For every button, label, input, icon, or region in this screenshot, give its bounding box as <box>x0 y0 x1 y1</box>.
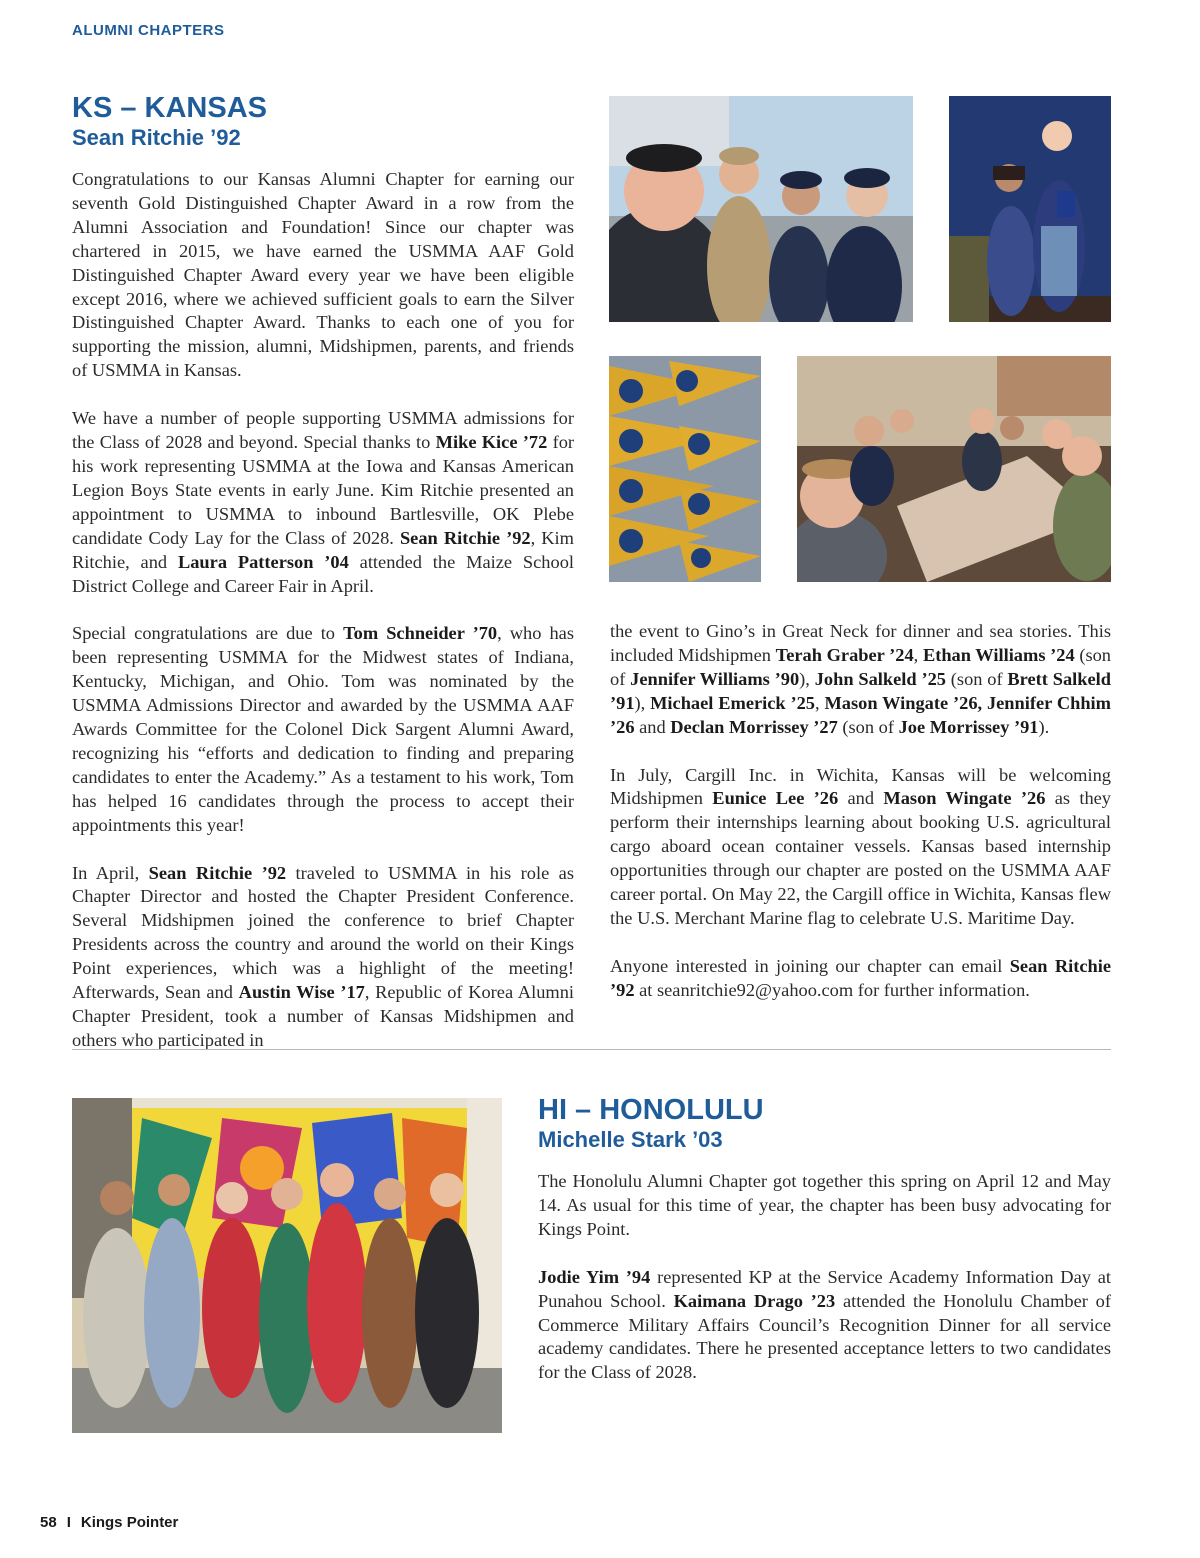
kansas-right-column <box>610 620 1111 1027</box>
kansas-paragraph-3: Special congratulations are due to Tom Schneider ’70, who has been representing USMMA for the Midwest states of Indiana, Kentucky, Michigan, and Ohio. Tom was nominated by the USMMA Admissions Director and awarded by the USMMA AAF Awards Committee for the Colonel Dick Sargent Alumni Award, recognizing his “efforts and dedication to finding and preparing candidates to enter the Academy.” As a testament to his work, Tom has helped 16 candidates through the process to accept their appointments this year! <box>72 623 574 835</box>
kansas-author: Sean Ritchie ’92 <box>72 125 241 150</box>
page-number: 58 <box>40 1514 57 1531</box>
kansas-paragraph-1: Congratulations to our Kansas Alumni Chapter for earning our seventh Gold Distinguished Chapter Award in a row from the Alumni Association and Foundation! Since our chapter was chartered in 2015, we have earned the USMMA AAF Gold Distinguished Chapter Award every year we have been eligible except 2016, where we achieved sufficient goals to earn the Silver Distinguished Chapter Award. Thanks to each one of you for supporting the mission, alumni, Midshipmen, parents, and friends of USMMA in Kansas. <box>72 169 574 381</box>
photo-restaurant-dinner <box>797 356 1111 582</box>
photo-pennants <box>609 356 761 582</box>
kansas-paragraph-6: In July, Cargill Inc. in Wichita, Kansas will be welcoming Midshipmen Eunice Lee ’26 and Mason Wingate ’26 as they perform their internships learning about booking U.S. agricultural cargo aboard ocean container vessels. Kansas based internship opportunities through our chapter are posted on the USMMA AAF career portal. On May 22, the Cargill office in Wichita, Kansas flew the U.S. Merchant Marine flag to celebrate U.S. Maritime Day. <box>610 764 1111 928</box>
honolulu-paragraph-1: The Honolulu Alumni Chapter got together this spring on April 12 and May 14. As usual for this time of year, the chapter has been busy advocating for Kings Point. <box>538 1171 1111 1239</box>
kansas-heading <box>72 92 267 152</box>
kansas-title: KS – KANSAS <box>72 92 267 124</box>
honolulu-title: HI – HONOLULU <box>538 1094 764 1126</box>
photo-award-stage <box>949 96 1111 322</box>
page-footer <box>40 1514 178 1531</box>
publication-name: Kings Pointer <box>80 1514 179 1531</box>
kansas-paragraph-5: the event to Gino’s in Great Neck for dinner and sea stories. This included Midshipmen Terah Graber ’24, Ethan Williams ’24 (son of Jennifer Williams ’90), John Salkeld ’25 (son of Brett Salkeld ’91), Michael Emerick ’25, Mason Wingate ’26, Jennifer Chhim ’26 and Declan Morrissey ’27 (son of Joe Morrissey ’91). <box>610 621 1111 737</box>
kansas-paragraph-7: Anyone interested in joining our chapter can email Sean Ritchie ’92 at seanritchie92@yahoo.com for further information. <box>610 955 1111 1000</box>
kansas-left-column <box>72 168 574 1053</box>
section-label: ALUMNI CHAPTERS <box>72 22 225 39</box>
section-divider <box>72 1049 1111 1050</box>
footer-separator: I <box>66 1514 71 1531</box>
kansas-paragraph-4: In April, Sean Ritchie ’92 traveled to USMMA in his role as Chapter Director and hosted the Chapter President Conference. Several Midshipmen joined the conference to brief Chapter Presidents across the country and around the world on their Kings Point experiences, which was a highlight of the meeting! Afterwards, Sean and Austin Wise ’17, Republic of Korea Alumni Chapter President, took a number of Kansas Midshipmen and others who participated in <box>72 862 575 1050</box>
photo-honolulu-group <box>72 1098 502 1433</box>
honolulu-author: Michelle Stark ’03 <box>538 1127 723 1152</box>
photo-selfie-midshipmen <box>609 96 913 322</box>
honolulu-heading <box>538 1094 764 1154</box>
kansas-paragraph-2: We have a number of people supporting USMMA admissions for the Class of 2028 and beyond. Special thanks to Mike Kice ’72 for his work representing USMMA at the Iowa and Kansas American Legion Boys State events in early June. Kim Ritchie presented an appointment to USMMA to inbound Bartlesville, OK Plebe candidate Cody Lay for the Class of 2028. Sean Ritchie ’92, Kim Ritchie, and Laura Patterson ’04 attended the Maize School District College and Career Fair in April. <box>72 408 575 596</box>
honolulu-column <box>538 1170 1111 1409</box>
honolulu-paragraph-2: Jodie Yim ’94 represented KP at the Service Academy Information Day at Punahou School. Kaimana Drago ’23 attended the Honolulu Chamber of Commerce Military Affairs Council’s Recognition Dinner for all service academy candidates. There he presented acceptance letters to two candidates for the Class of 2028. <box>538 1266 1111 1383</box>
